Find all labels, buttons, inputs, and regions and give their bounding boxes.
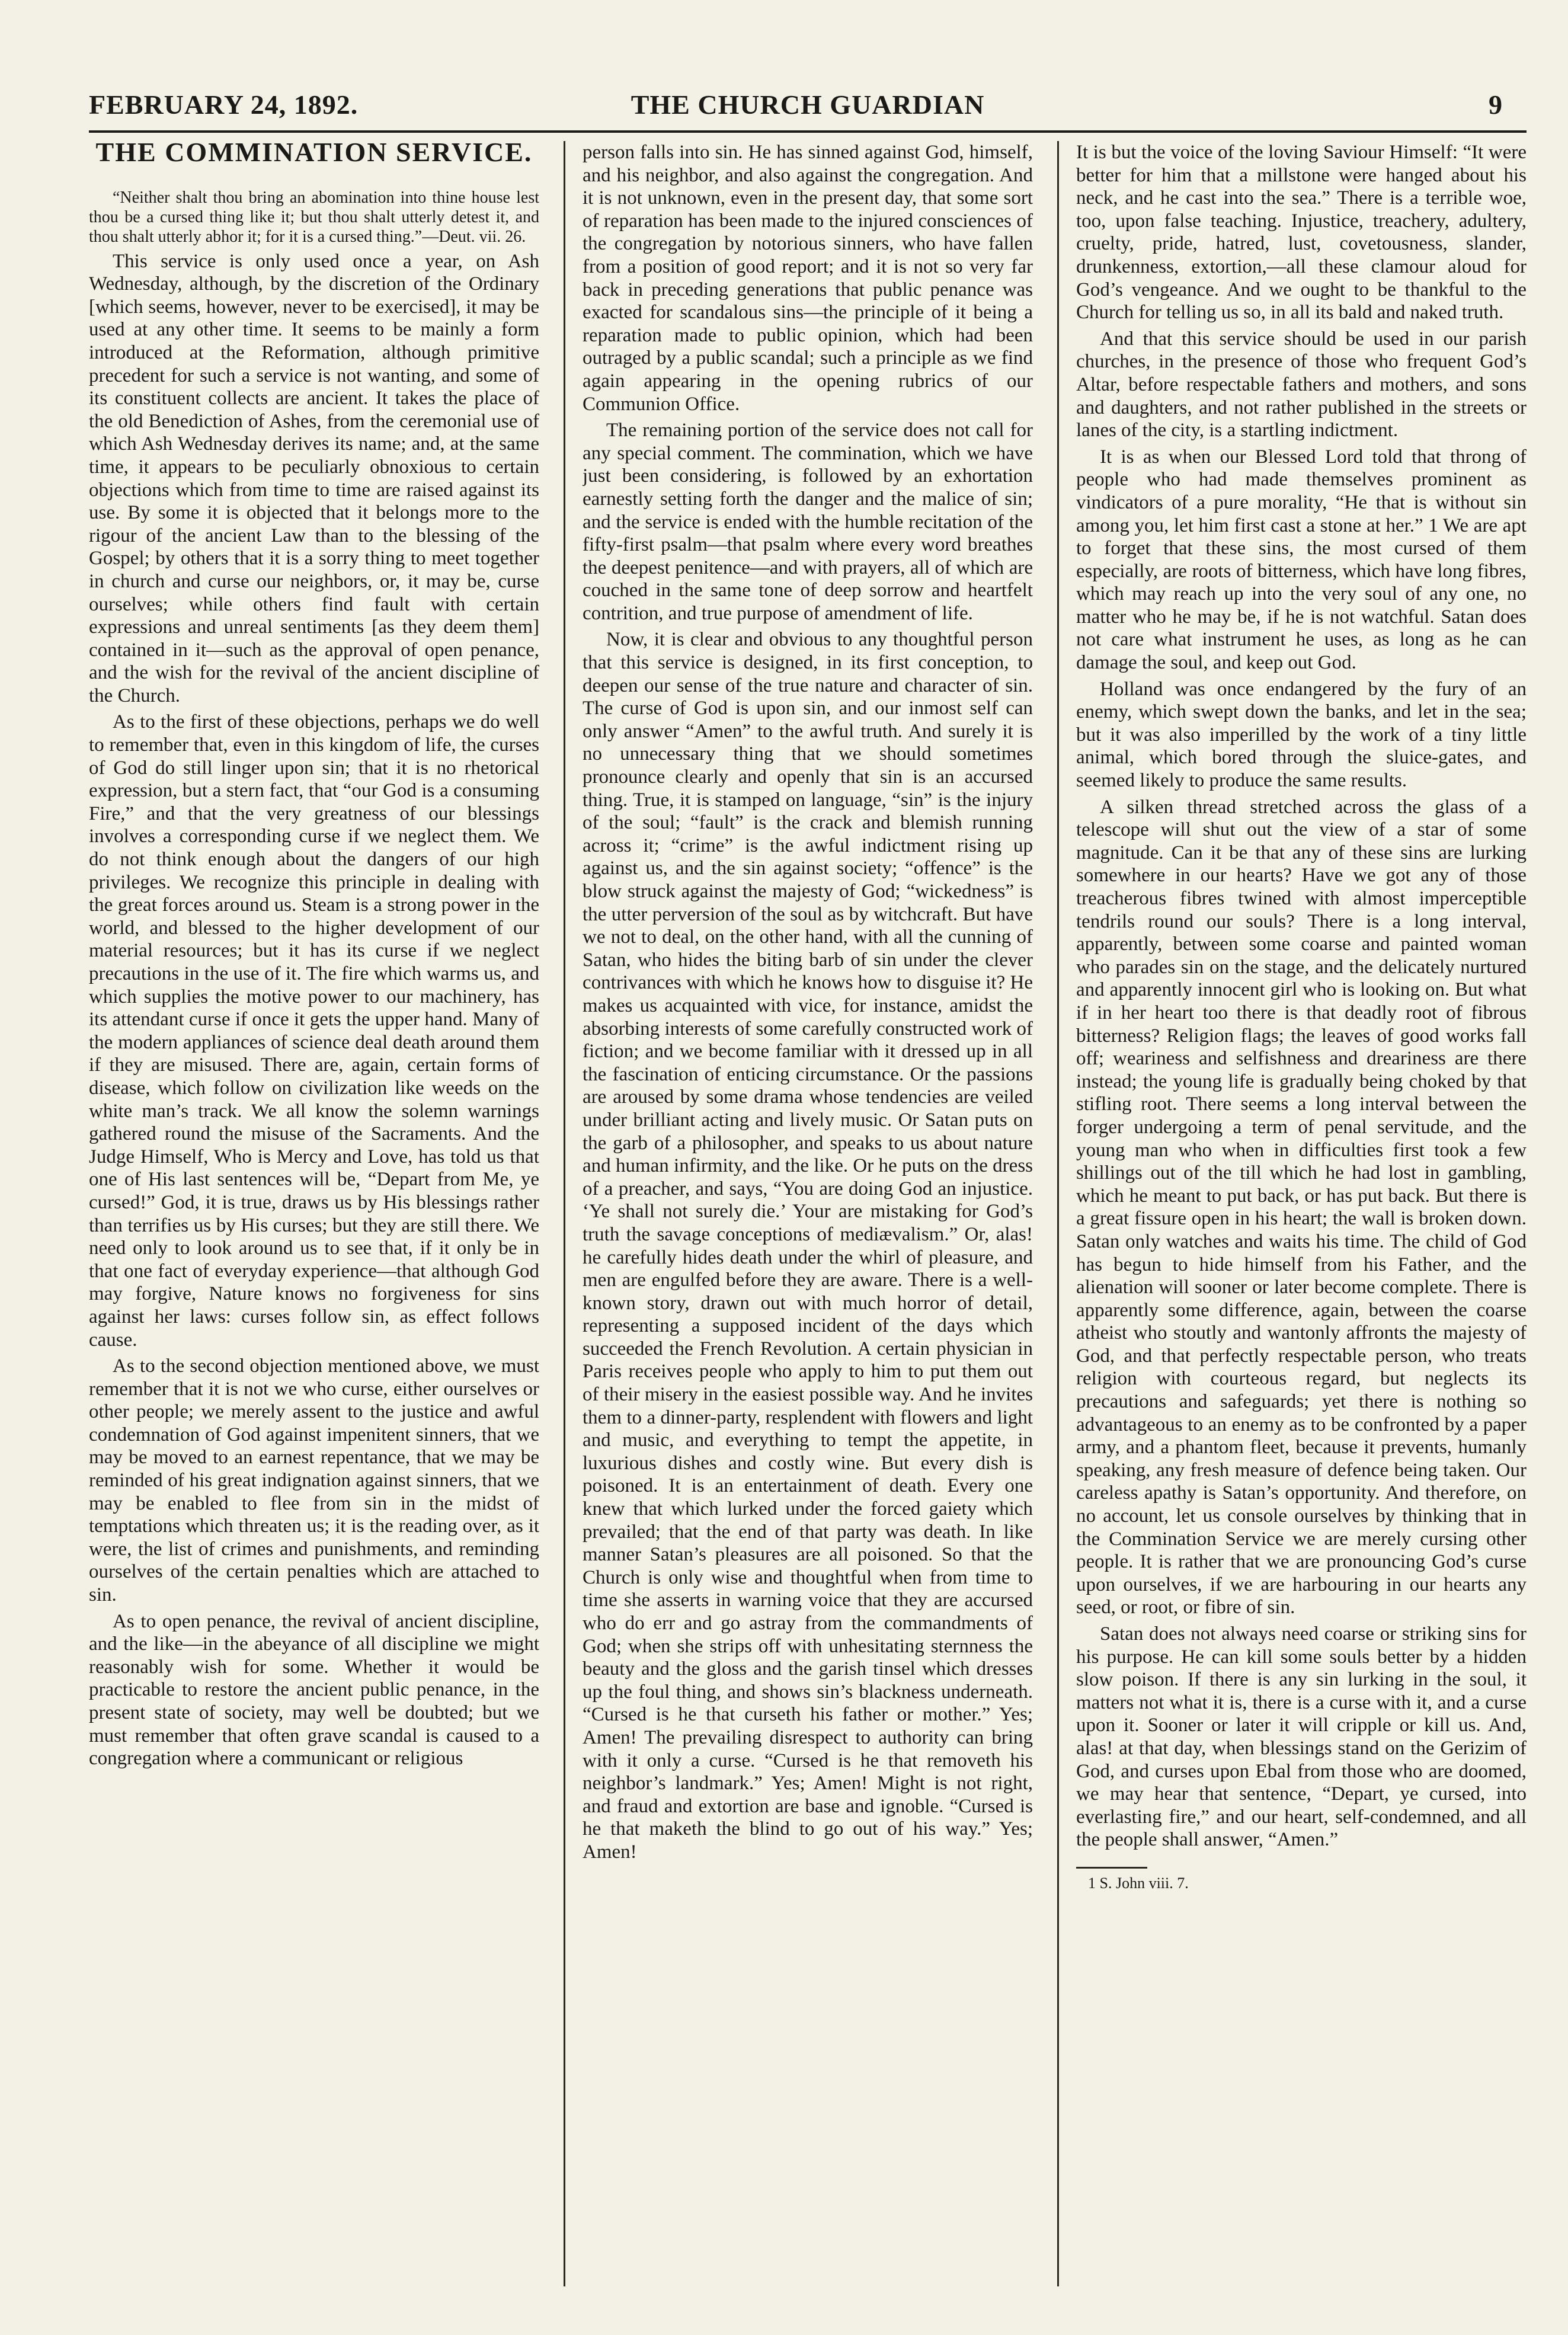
page-number: 9 — [1489, 89, 1503, 120]
paragraph: Satan does not always need coarse or striking sins for his purpose. He can kill some souls better by a hidden slow poison. If there is any sin lurking in the soul, it matters not what it is, there is a curse with it, and a curse upon it. Sooner or later it will cripple or kill us. And, alas! at that day, when blessings stand on the Gerizim of God, and curses upon Ebal from those who are doomed, we may hear that sentence, “Depart, ye cursed, into everlasting fire,” and our heart, self-condemned, and all the people shall answer, “Amen.” — [1076, 1623, 1527, 1851]
paragraph: And that this service should be used in our parish churches, in the presence of those who frequent God’s Altar, before respectable fathers and mothers, and sons and daughters, and not rather published in the streets or lanes of the city, is a startling indictment. — [1076, 328, 1527, 442]
paragraph: Now, it is clear and obvious to any thoughtful person that this service is designed, in its first conception, to deepen our sense of the true nature and character of sin. The curse of God is upon sin, and our inmost self can only answer “Amen” to the awful truth. And surely it is no unnecessary thing that we should sometimes pronounce clearly and openly that sin is an accursed thing. True, it is stamped on language, “sin” is the injury of the soul; “fault” is the crack and blemish running across it; “crime” is the awful indictment rising up against us, and the sin against society; “offence” is the blow struck against the majesty of God; “wickedness” is the utter perversion of the soul as by witchcraft. But have we not to deal, on the other hand, with all the cunning of Satan, who hides the biting barb of sin under the clever contrivances with which he knows how to disguise it? He makes us acquainted with vice, for instance, amidst the absorbing interests of some carefully constructed work of fiction; and we become familiar with it dressed up in all the fascination of enticing circumstance. Or the passions are aroused by some drama whose tendencies are veiled under brilliant acting and lively music. Or Satan puts on the garb of a philosopher, and speaks to us about nature and human infirmity, and the like. Or he puts on the dress of a preacher, and says, “You are doing God an injustice. ‘Ye shall not surely die.’ Your are mistaking for God’s truth the savage conceptions of mediævalism.” Or, alas! he carefully hides death under the whirl of pleasure, and men are engulfed before they are aware. There is a well-known story, drawn out with much horror of detail, representing a supposed incident of the days which succeeded the French Revolution. A certain physician in Paris receives people who apply to him to put them out of their misery in the easiest possible way. And he invites them to a dinner-party, resplendent with flowers and light and music, and everything to tempt the appetite, in luxurious dishes and costly wine. But every dish is poisoned. It is an entertainment of death. Every one knew that which lurked under the forced gaiety which prevailed; that the end of that party was death. In like manner Satan’s pleasures are all poisoned. So that the Church is only wise and thoughtful when from time to time she asserts in warning voice that they are accursed who do err and go astray from the commandments of God; when she strips off with unhesitating sternness the beauty and the gloss and the garish tinsel which dresses up the foul thing, and shows sin’s blackness underneath. “Cursed is he that curseth his father or mother.” Yes; Amen! The prevailing disrespect to authority can bring with it only a curse. “Cursed is he that removeth his neighbor’s landmark.” Yes; Amen! Might is not right, and fraud and extortion are base and ignoble. “Cursed is he that maketh the blind to go out of his way.” Yes; Amen! — [583, 629, 1033, 1863]
paragraph: The remaining portion of the service does not call for any special comment. The commination, which we have just been considering, is followed by an exhortation earnestly setting forth the danger and the malice of sin; and the service is ended with the humble recitation of the fifty-first psalm—that psalm where every word breathes the deepest penitence—and with prayers, all of which are couched in the same tone of deep sorrow and heartfelt contrition, and true purpose of amendment of life. — [583, 420, 1033, 624]
column-2 — [583, 141, 1033, 2286]
paragraph: As to the second objection mentioned above, we must remember that it is not we who curse, either ourselves or other people; we merely assent to the justice and awful condemnation of God against impenitent sinners, that we may be moved to an earnest repentance, that we may be reminded of his great indignation against sinners, that we may be enabled to flee from sin in the midst of temptations which threaten us; it is the reading over, as it were, the list of crimes and punishments, and reminding ourselves of the certain penalties which are attached to sin. — [89, 1355, 539, 1606]
column-rule — [1057, 141, 1059, 2286]
paragraph: This service is only used once a year, on Ash Wednesday, although, by the discretion of the Ordinary [which seems, however, never to be exercised], it may be used at any other time. It seems to be mainly a form introduced at the Reformation, although primitive precedent for such a service is not wanting, and some of its constituent collects are ancient. It takes the place of the old Benediction of Ashes, from the ceremonial use of which Ash Wednesday derives its name; and, at the same time, it appears to be peculiarly obnoxious to certain objections which from time to time are raised against its use. By some it is objected that it belongs more to the rigour of the ancient Law than to the blessing of the Gospel; by others that it is a sorry thing to meet together in church and curse our neighbors, or, it may be, curse ourselves; while others find fault with certain expressions and unreal sentiments [as they deem them] contained in it—such as the approval of open penance, and the wish for the revival of the ancient discipline of the Church. — [89, 250, 539, 706]
paragraph: Holland was once endangered by the fury of an enemy, which swept down the banks, and let in the sea; but it was also imperilled by the work of a tiny little animal, which bored through the sluice-gates, and seemed likely to produce the same results. — [1076, 678, 1527, 792]
column-rule — [564, 141, 565, 2286]
paragraph: As to open penance, the revival of ancient discipline, and the like—in the abeyance of all discipline we might reasonably wish for some. Whether it would be practicable to restore the ancient public penance, in the present state of society, may well be doubted; but we must remember that often grave scandal is caused to a congregation where a communicant or religious — [89, 1610, 539, 1770]
paragraph: As to the first of these objections, perhaps we do well to remember that, even in this kingdom of life, the curses of God do still linger upon sin; that it is no rhetorical expression, but a stern fact, that “our God is a consuming Fire,” and that the very greatness of our blessings involves a corresponding curse if we neglect them. We do not think enough about the dangers of our high privileges. We recognize this principle in dealing with the great forces around us. Steam is a strong power in the world, and blessed to the higher development of our material resources; but it has its curse if we neglect precautions in the use of it. The fire which warms us, and which supplies the motive power to our machinery, has its attendant curse if once it gets the upper hand. Many of the modern appliances of science deal death around them if they are misused. There are, again, certain forms of disease, which follow on civilization like weeds on the white man’s track. We all know the solemn warnings gathered round the misuse of the Sacraments. And the Judge Himself, Who is Mercy and Love, has told us that one of His last sentences will be, “Depart from Me, ye cursed!” God, it is true, draws us by His blessings rather than terrifies us by His curses; but they are still there. We need only to look around us to see that, if it only be in that one fact of everyday experience—that although God may forgive, Nature knows no forgiveness for sins against her laws: curses follow sin, as effect follows cause. — [89, 711, 539, 1351]
masthead — [89, 89, 1527, 133]
footnote-rule — [1076, 1867, 1147, 1869]
issue-date: FEBRUARY 24, 1892. — [89, 89, 359, 120]
paragraph: A silken thread stretched across the glass of a telescope will shut out the view of a star of some magnitude. Can it be that any of these sins are lurking somewhere in our hearts? Have we got any of those treacherous fibres twined with almost imperceptible tendrils round our souls? There is a long interval, apparently, between some coarse and painted woman who parades sin on the stage, and the delicately nurtured and apparently innocent girl who is looking on. But what if in her heart too there is that deadly root of fibrous bitterness? Religion flags; the leaves of good works fall off; weariness and selfishness and dreariness are there instead; the young life is gradually being choked by that stifling root. There seems a long interval between the forger undergoing a term of penal servitude, and the young man who when in difficulties first took a few shillings out of the till which he had lost in gambling, which he meant to put back, or has put back. But there is a great fissure open in his heart; the wall is broken down. Satan only watches and waits his time. The child of God has begun to hide himself from his Father, and the alienation will sooner or later become complete. There is apparently some difference, again, between the coarse atheist who stoutly and wantonly affronts the majesty of God, and that perfectly respectable person, who treats religion with courteous regard, but neglects its precautions and safeguards; yet there is nothing so advantageous to an enemy as to be confronted by a paper army, and a phantom fleet, because it prevents, humanly speaking, any fresh measure of defence being taken. Our careless apathy is Satan’s opportunity. And therefore, on no account, let us console ourselves by thinking that in the Commination Service we are merely cursing other people. It is rather that we are pronouncing God’s curse upon ourselves, if we are harbouring in our hearts any seed, or root, or fibre of sin. — [1076, 796, 1527, 1618]
article-title: THE COMMINATION SERVICE. — [95, 141, 533, 167]
epigraph: “Neither shalt thou bring an abomination into thine house lest thou be a cursed thing like it; but thou shalt utterly detest it, and thou shalt utterly abhor it; for it is a cursed thing.”—Deut. vii. 26. — [89, 188, 539, 246]
article-columns — [89, 141, 1527, 2286]
footnote: 1 S. John viii. 7. — [1088, 1874, 1189, 1892]
column-1 — [89, 141, 539, 2286]
paragraph: It is as when our Blessed Lord told that throng of people who had made themselves prominent as vindicators of a pure morality, “He that is without sin among you, let him first cast a stone at her.” 1 We are apt to forget that these sins, the most cursed of them especially, are roots of bitterness, which have long fibres, which may reach up into the very soul of any one, no matter who he may be, if he is not watchful. Satan does not care what instrument he uses, as long as he can damage the soul, and keep out God. — [1076, 446, 1527, 674]
paragraph: person falls into sin. He has sinned against God, himself, and his neighbor, and also against the congregation. And it is not unknown, even in the present day, that some sort of reparation has been made to the injured consciences of the congregation by notorious sinners, who have fallen from a position of good report; and it is not so very far back in preceding generations that public penance was exacted for scandalous sins—the principle of it being a reparation made to public opinion, which had been outraged by a public scandal; such a principle as we find again appearing in the opening rubrics of our Communion Office. — [583, 142, 1033, 415]
newspaper-title: THE CHURCH GUARDIAN — [631, 89, 985, 120]
paragraph: It is but the voice of the loving Saviour Himself: “It were better for him that a millstone were hanged about his neck, and he cast into the sea.” There is a terrible woe, too, upon false teaching. Injustice, treachery, adultery, cruelty, pride, hatred, lust, covetousness, slander, drunkenness, extortion,—all these clamour aloud for God’s vengeance. And we ought to be thankful to the Church for telling us so, in all its bald and naked truth. — [1076, 142, 1527, 324]
column-3 — [1076, 141, 1527, 2286]
